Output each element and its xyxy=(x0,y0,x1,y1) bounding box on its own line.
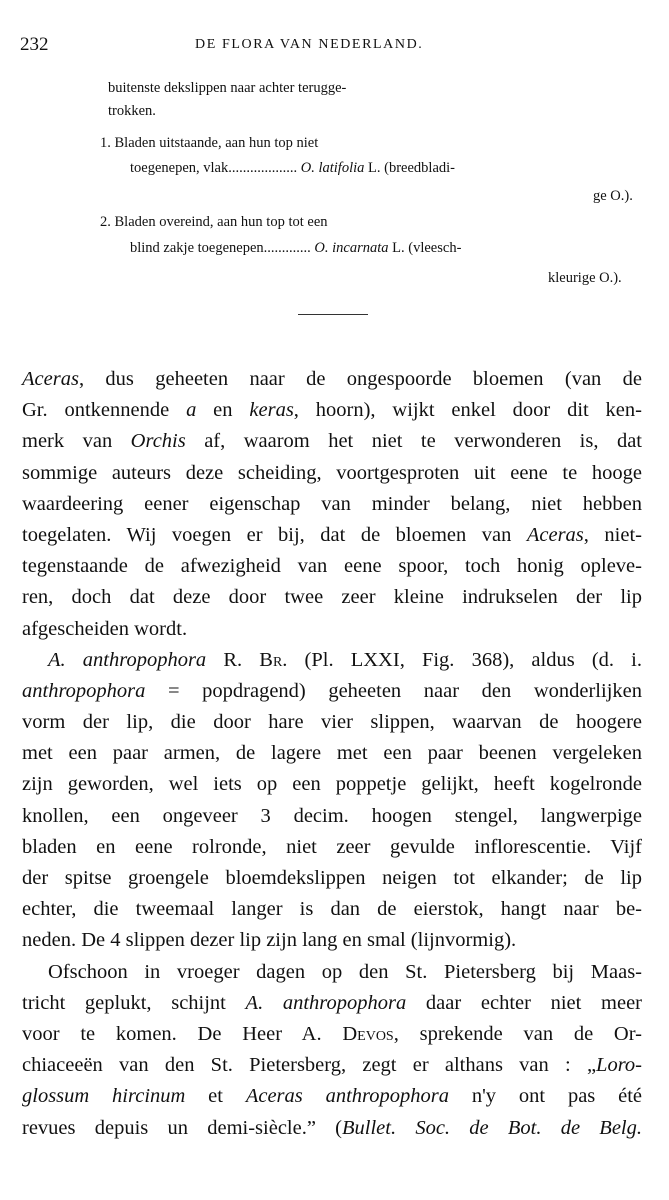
page-number: 232 xyxy=(20,34,49,55)
text-line: der spitse groengele bloemdekslippen neigen tot elkander; de lip xyxy=(22,867,642,889)
text-line: Gr. ontkennende a en keras, hoorn), wijkt enkel door dit ken- xyxy=(22,399,642,422)
text-line: neden. De 4 slippen dezer lip zijn lang en smal (lijnvormig). xyxy=(22,929,517,952)
text-line: Aceras, dus geheeten naar de ongespoorde bloemen (van de xyxy=(22,368,642,390)
key-line: ge O.). xyxy=(593,188,633,204)
key-line: 2. Bladen overeind, aan hun top tot een xyxy=(100,214,328,230)
text-line: tegenstaande de afwezigheid van eene spoor, toch honig opleve- xyxy=(22,555,642,578)
section-divider xyxy=(298,314,368,315)
key-line: 1. Bladen uitstaande, aan hun top niet xyxy=(100,135,319,151)
species-name: O. latifolia xyxy=(300,160,365,176)
text-line: knollen, een ongeveer 3 decim. hoogen stengel, langwerpige xyxy=(22,804,642,827)
key-line: trokken. xyxy=(108,103,156,119)
text-line: chiaceeën van den St. Pietersberg, zegt er althans van : „Loro- xyxy=(22,1054,642,1077)
text-line: A. anthropophora R. Br. (Pl. LXXI, Fig. 368), aldus (d. i. xyxy=(48,648,642,671)
text-line: Ofschoon in vroeger dagen op den St. Pietersberg bij Maas- xyxy=(48,960,642,983)
body-text xyxy=(22,364,642,1144)
page-header xyxy=(20,34,650,58)
species-name: O. incarnata xyxy=(314,240,389,256)
text-line: echter, die tweemaal langer is dan de eierstok, hangt naar be- xyxy=(22,898,642,921)
text-line: glossum hircinum et Aceras anthropophora n'y ont pas été xyxy=(22,1085,643,1108)
text-line: ren, doch dat deze door twee zeer kleine indrukselen der lip xyxy=(22,586,642,609)
text-line: afgescheiden wordt. xyxy=(22,617,188,640)
running-title: DE FLORA VAN NEDERLAND. xyxy=(195,37,424,52)
text-line: merk van Orchis af, waarom het niet te verwonderen is, dat xyxy=(22,430,642,453)
text-line: toegelaten. Wij voegen er bij, dat de bloemen van Aceras, niet- xyxy=(22,523,642,546)
text-line: met een paar armen, de lagere met een paar beenen vergeleken xyxy=(22,742,642,765)
key-line: toegenepen, vlak................... O. latifolia L. (breedbladi- xyxy=(130,160,455,176)
text-line: zijn geworden, wel iets op een poppetje gelijkt, heeft kogelronde xyxy=(22,773,642,796)
text-line: sommige auteurs deze scheiding, voortgesproten uit eene te hooge xyxy=(22,461,642,484)
text-line: tricht geplukt, schijnt A. anthropophora daar echter niet meer xyxy=(22,991,642,1014)
key-line: buitenste dekslippen naar achter terugge- xyxy=(108,80,347,96)
key-line: kleurige O.). xyxy=(548,270,622,286)
key-line: blind zakje toegenepen............. O. incarnata L. (vleesch- xyxy=(130,240,462,256)
text-line: bladen en eene rolronde, niet zeer gevulde inflorescentie. Vijf xyxy=(22,835,642,858)
text-line: revues depuis un demi-siècle.” (Bullet. Soc. de Bot. de Belg. xyxy=(22,1116,642,1139)
text-line: waardeering eener eigenschap van minder belang, niet hebben xyxy=(22,492,642,515)
text-line: vorm der lip, die door hare vier slippen, waarvan de hoogere xyxy=(22,711,642,734)
text-line: anthropophora = popdragend) geheeten naar den wonderlijken xyxy=(22,679,642,702)
text-line: voor te komen. De Heer A. Devos, sprekende van de Or- xyxy=(22,1022,642,1045)
